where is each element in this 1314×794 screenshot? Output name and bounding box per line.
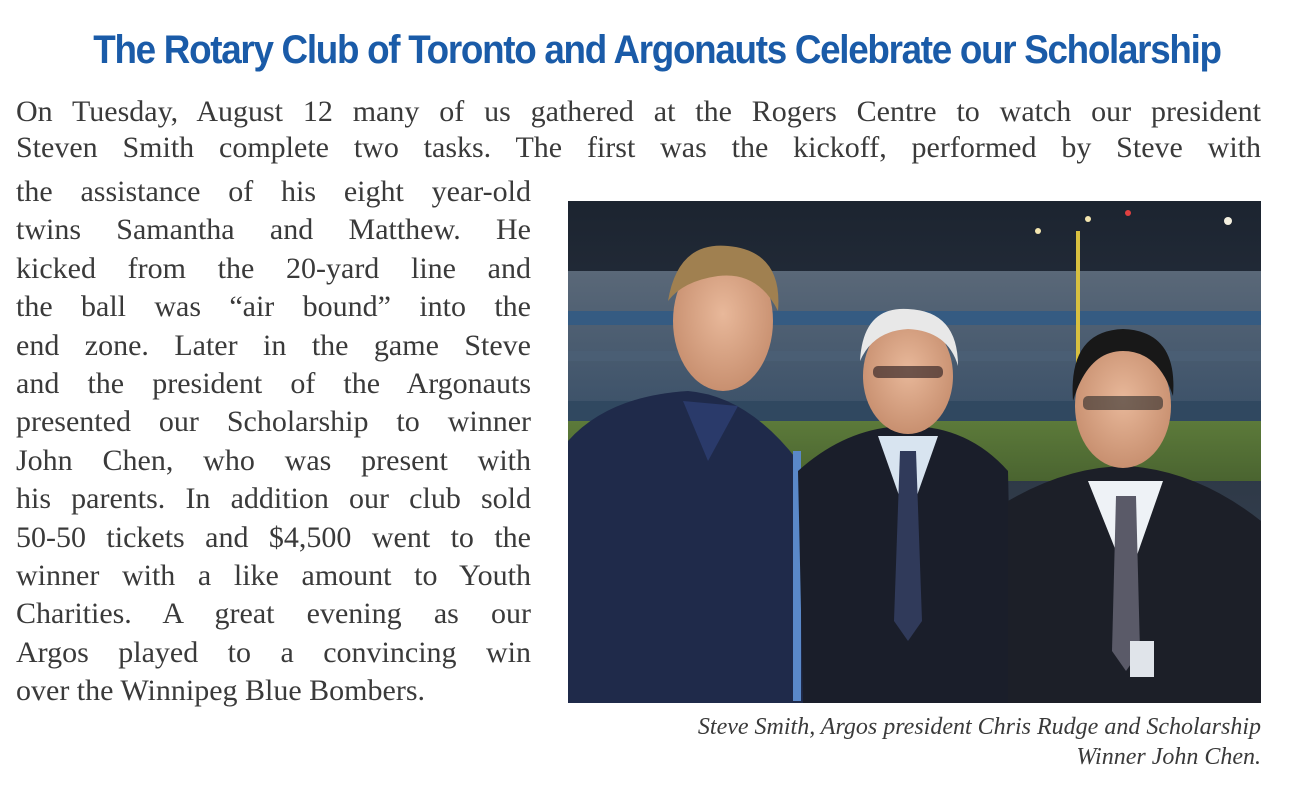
body-line: Argos played to a convincing win [16, 635, 531, 669]
body-line: the assistance of his eight year-old [16, 175, 531, 208]
event-photo [568, 201, 1261, 703]
body-line: 50-50 tickets and $4,500 went to the [16, 520, 531, 554]
article-headline: The Rotary Club of Toronto and Argonauts Celebrate our Scholarship [93, 28, 1221, 72]
body-line: end zone. Later in the game Steve [16, 328, 531, 362]
caption-line: Winner John Chen. [1076, 744, 1261, 770]
body-line: Charities. A great evening as our [16, 597, 531, 631]
body-line: John Chen, who was present with [16, 443, 531, 477]
body-line: presented our Scholarship to winner [16, 405, 531, 439]
caption-line: Steve Smith, Argos president Chris Rudge and Scholarship [697, 714, 1261, 740]
body-line: his parents. In addition our club sold [16, 482, 531, 516]
body-line: over the Winnipeg Blue Bombers. [16, 674, 425, 708]
body-paragraph [16, 173, 531, 711]
body-line: twins Samantha and Matthew. He [16, 213, 531, 247]
body-line: and the president of the Argonauts [16, 367, 531, 401]
intro-line: Steven Smith complete two tasks. The first was the kickoff, performed by Steve with [16, 131, 1261, 164]
photo-caption [561, 712, 1261, 772]
body-line: kicked from the 20-yard line and [16, 251, 531, 285]
body-line: the ball was “air bound” into the [16, 290, 531, 324]
intro-line: On Tuesday, August 12 many of us gathered at the Rogers Centre to watch our president [16, 95, 1261, 128]
intro-paragraph [16, 94, 1261, 166]
body-line: winner with a like amount to Youth [16, 559, 531, 593]
